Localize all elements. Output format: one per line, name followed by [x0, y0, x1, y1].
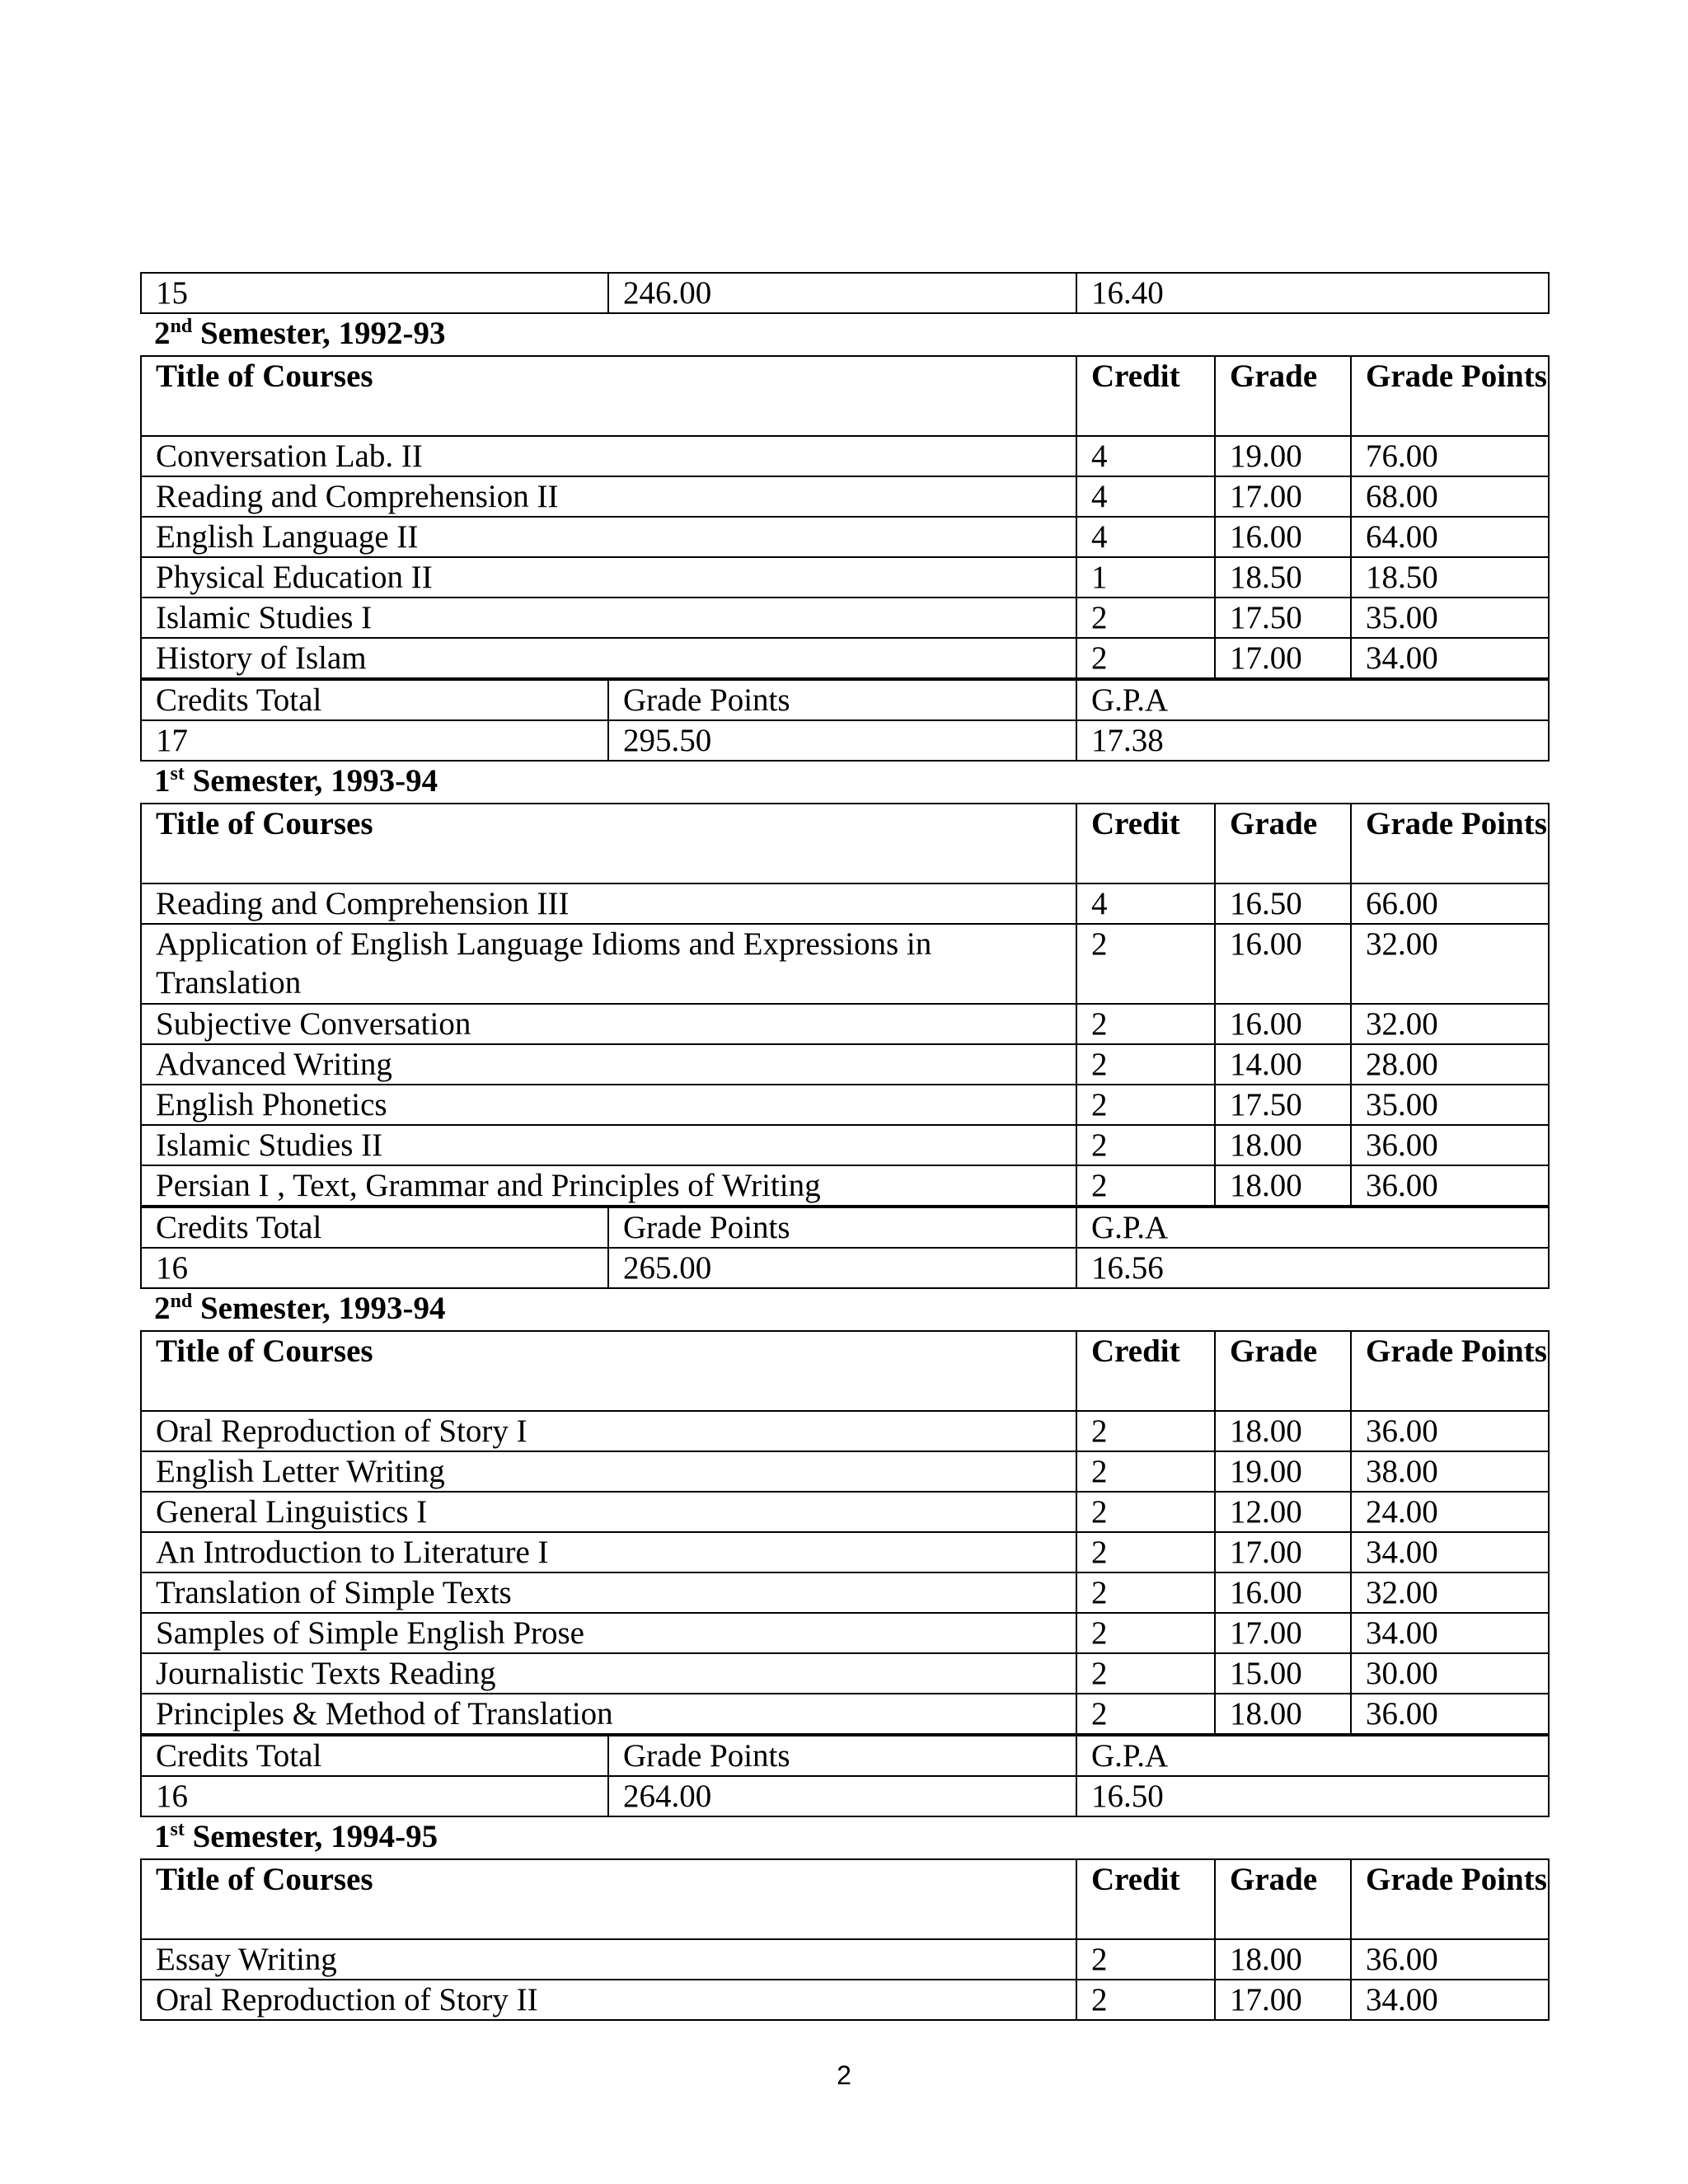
course-credit: 2 [1076, 638, 1215, 678]
gpa-label: G.P.A [1076, 1736, 1549, 1776]
course-grade: 17.00 [1215, 1613, 1351, 1653]
header-grade-points: Grade Points [1351, 1331, 1549, 1411]
course-points: 68.00 [1351, 476, 1549, 517]
course-grade: 16.50 [1215, 883, 1351, 924]
course-title: Journalistic Texts Reading [141, 1653, 1076, 1694]
course-grade: 17.00 [1215, 638, 1351, 678]
table-row [141, 557, 1549, 598]
course-title: Oral Reproduction of Story I [141, 1411, 1076, 1451]
course-credit: 4 [1076, 517, 1215, 557]
course-credit: 2 [1076, 924, 1215, 1004]
credits-total-value: 16 [141, 1776, 608, 1816]
course-title: Conversation Lab. II [141, 436, 1076, 476]
summary-table-carryover [140, 272, 1550, 314]
course-credit: 2 [1076, 1694, 1215, 1734]
header-grade-points: Grade Points [1351, 804, 1549, 883]
header-title: Title of Courses [141, 356, 1076, 436]
course-grade: 17.00 [1215, 1532, 1351, 1572]
table-row [141, 1613, 1549, 1653]
table-row [141, 436, 1549, 476]
grade-points-label: Grade Points [608, 680, 1076, 720]
summary-labels-row [141, 1207, 1549, 1248]
header-credit: Credit [1076, 1859, 1215, 1939]
course-title: Physical Education II [141, 557, 1076, 598]
course-title: Islamic Studies II [141, 1125, 1076, 1165]
summary-labels-row [141, 680, 1549, 720]
course-credit: 4 [1076, 476, 1215, 517]
course-points: 35.00 [1351, 598, 1549, 638]
course-title: English Letter Writing [141, 1451, 1076, 1492]
gpa-label: G.P.A [1076, 1207, 1549, 1248]
table-row [141, 1411, 1549, 1451]
table-row [141, 1004, 1549, 1044]
grade-points-label: Grade Points [608, 1207, 1076, 1248]
course-points: 34.00 [1351, 638, 1549, 678]
table-row [141, 638, 1549, 678]
semester-heading: 2nd Semester, 1993-94 [154, 1291, 446, 1326]
course-points: 36.00 [1351, 1939, 1549, 1980]
table-row [141, 883, 1549, 924]
summary-table [140, 1207, 1550, 1289]
course-title: English Language II [141, 517, 1076, 557]
summary-values-row [141, 1248, 1549, 1288]
course-grade: 17.50 [1215, 598, 1351, 638]
course-credit: 4 [1076, 436, 1215, 476]
grade-points-value: 246.00 [608, 273, 1076, 313]
course-credit: 2 [1076, 1085, 1215, 1125]
table-row [141, 517, 1549, 557]
grade-points-value: 295.50 [608, 720, 1076, 761]
course-credit: 2 [1076, 1980, 1215, 2020]
table-header-row [141, 804, 1549, 883]
gpa-value: 16.40 [1076, 273, 1549, 313]
grade-points-value: 265.00 [608, 1248, 1076, 1288]
course-title: General Linguistics I [141, 1492, 1076, 1532]
course-grade: 16.00 [1215, 924, 1351, 1004]
header-grade: Grade [1215, 1859, 1351, 1939]
course-credit: 2 [1076, 1492, 1215, 1532]
course-credit: 1 [1076, 557, 1215, 598]
table-row [141, 1980, 1549, 2020]
course-title: English Phonetics [141, 1085, 1076, 1125]
course-title: Essay Writing [141, 1939, 1076, 1980]
header-title: Title of Courses [141, 1859, 1076, 1939]
header-grade: Grade [1215, 1331, 1351, 1411]
course-grade: 17.50 [1215, 1085, 1351, 1125]
grade-points-value: 264.00 [608, 1776, 1076, 1816]
course-credit: 2 [1076, 1451, 1215, 1492]
course-grade: 14.00 [1215, 1044, 1351, 1085]
course-points: 34.00 [1351, 1532, 1549, 1572]
course-points: 34.00 [1351, 1980, 1549, 2020]
credits-total-value: 17 [141, 720, 608, 761]
table-row [141, 1165, 1549, 1206]
course-points: 36.00 [1351, 1411, 1549, 1451]
table-row [141, 924, 1549, 1004]
credits-total-value: 16 [141, 1248, 608, 1288]
course-credit: 2 [1076, 1411, 1215, 1451]
course-title: Application of English Language Idioms and Expressions in Translation [141, 924, 1076, 1004]
course-grade: 19.00 [1215, 436, 1351, 476]
course-grade: 16.00 [1215, 517, 1351, 557]
table-header-row [141, 356, 1549, 436]
course-points: 64.00 [1351, 517, 1549, 557]
course-title: Oral Reproduction of Story II [141, 1980, 1076, 2020]
summary-values-row [141, 1776, 1549, 1816]
course-grade: 16.00 [1215, 1004, 1351, 1044]
course-title: Translation of Simple Texts [141, 1572, 1076, 1613]
course-title: An Introduction to Literature I [141, 1532, 1076, 1572]
table-row [141, 1532, 1549, 1572]
gpa-value: 17.38 [1076, 720, 1549, 761]
course-credit: 2 [1076, 1613, 1215, 1653]
table-row [141, 1125, 1549, 1165]
credits-total-label: Credits Total [141, 680, 608, 720]
summary-table [140, 1735, 1550, 1817]
table-row [141, 1085, 1549, 1125]
page-number: 2 [837, 2060, 851, 2090]
grade-points-label: Grade Points [608, 1736, 1076, 1776]
gpa-value: 16.50 [1076, 1776, 1549, 1816]
table-row [141, 1044, 1549, 1085]
course-title: Islamic Studies I [141, 598, 1076, 638]
table-row [141, 1451, 1549, 1492]
header-credit: Credit [1076, 1331, 1215, 1411]
courses-table [140, 355, 1550, 679]
course-grade: 18.50 [1215, 557, 1351, 598]
table-row [141, 476, 1549, 517]
course-grade: 18.00 [1215, 1125, 1351, 1165]
table-row [141, 1572, 1549, 1613]
header-grade: Grade [1215, 356, 1351, 436]
course-title: Reading and Comprehension II [141, 476, 1076, 517]
course-title: Advanced Writing [141, 1044, 1076, 1085]
gpa-value: 16.56 [1076, 1248, 1549, 1288]
course-points: 36.00 [1351, 1165, 1549, 1206]
header-credit: Credit [1076, 804, 1215, 883]
course-grade: 17.00 [1215, 476, 1351, 517]
credits-total-label: Credits Total [141, 1207, 608, 1248]
course-points: 24.00 [1351, 1492, 1549, 1532]
gpa-label: G.P.A [1076, 680, 1549, 720]
course-grade: 18.00 [1215, 1165, 1351, 1206]
course-grade: 15.00 [1215, 1653, 1351, 1694]
course-credit: 2 [1076, 1165, 1215, 1206]
course-points: 34.00 [1351, 1613, 1549, 1653]
table-header-row [141, 1331, 1549, 1411]
credits-total-label: Credits Total [141, 1736, 608, 1776]
course-title: History of Islam [141, 638, 1076, 678]
course-grade: 18.00 [1215, 1939, 1351, 1980]
course-points: 18.50 [1351, 557, 1549, 598]
course-points: 36.00 [1351, 1125, 1549, 1165]
table-row [141, 1939, 1549, 1980]
course-credit: 2 [1076, 1044, 1215, 1085]
transcript-page [140, 272, 1548, 2021]
course-credit: 2 [1076, 1532, 1215, 1572]
header-grade: Grade [1215, 804, 1351, 883]
header-credit: Credit [1076, 356, 1215, 436]
course-points: 35.00 [1351, 1085, 1549, 1125]
course-points: 32.00 [1351, 1572, 1549, 1613]
course-points: 38.00 [1351, 1451, 1549, 1492]
course-grade: 17.00 [1215, 1980, 1351, 2020]
course-credit: 2 [1076, 1572, 1215, 1613]
course-points: 66.00 [1351, 883, 1549, 924]
table-header-row [141, 1859, 1549, 1939]
summary-values-row [141, 720, 1549, 761]
header-title: Title of Courses [141, 804, 1076, 883]
header-grade-points: Grade Points [1351, 1859, 1549, 1939]
table-row [141, 1653, 1549, 1694]
summary-values-row [141, 273, 1549, 313]
course-credit: 4 [1076, 883, 1215, 924]
course-points: 30.00 [1351, 1653, 1549, 1694]
table-row [141, 1492, 1549, 1532]
course-points: 36.00 [1351, 1694, 1549, 1734]
course-grade: 18.00 [1215, 1694, 1351, 1734]
course-grade: 16.00 [1215, 1572, 1351, 1613]
course-credit: 2 [1076, 1004, 1215, 1044]
course-grade: 19.00 [1215, 1451, 1351, 1492]
courses-table [140, 1858, 1550, 2021]
credits-total-value: 15 [141, 273, 608, 313]
course-points: 32.00 [1351, 924, 1549, 1004]
table-row [141, 598, 1549, 638]
semester-heading: 2nd Semester, 1992-93 [154, 316, 446, 351]
course-points: 76.00 [1351, 436, 1549, 476]
courses-table [140, 803, 1550, 1207]
table-row [141, 1694, 1549, 1734]
semester-heading: 1st Semester, 1993-94 [154, 763, 438, 799]
header-title: Title of Courses [141, 1331, 1076, 1411]
course-credit: 2 [1076, 1939, 1215, 1980]
course-credit: 2 [1076, 1653, 1215, 1694]
header-grade-points: Grade Points [1351, 356, 1549, 436]
courses-table [140, 1330, 1550, 1735]
course-title: Principles & Method of Translation [141, 1694, 1076, 1734]
course-title: Reading and Comprehension III [141, 883, 1076, 924]
summary-table [140, 679, 1550, 762]
course-points: 28.00 [1351, 1044, 1549, 1085]
course-grade: 12.00 [1215, 1492, 1351, 1532]
course-grade: 18.00 [1215, 1411, 1351, 1451]
course-credit: 2 [1076, 598, 1215, 638]
course-points: 32.00 [1351, 1004, 1549, 1044]
summary-labels-row [141, 1736, 1549, 1776]
course-title: Subjective Conversation [141, 1004, 1076, 1044]
semester-heading: 1st Semester, 1994-95 [154, 1819, 438, 1854]
course-title: Persian I , Text, Grammar and Principles of Writing [141, 1165, 1076, 1206]
course-title: Samples of Simple English Prose [141, 1613, 1076, 1653]
course-credit: 2 [1076, 1125, 1215, 1165]
